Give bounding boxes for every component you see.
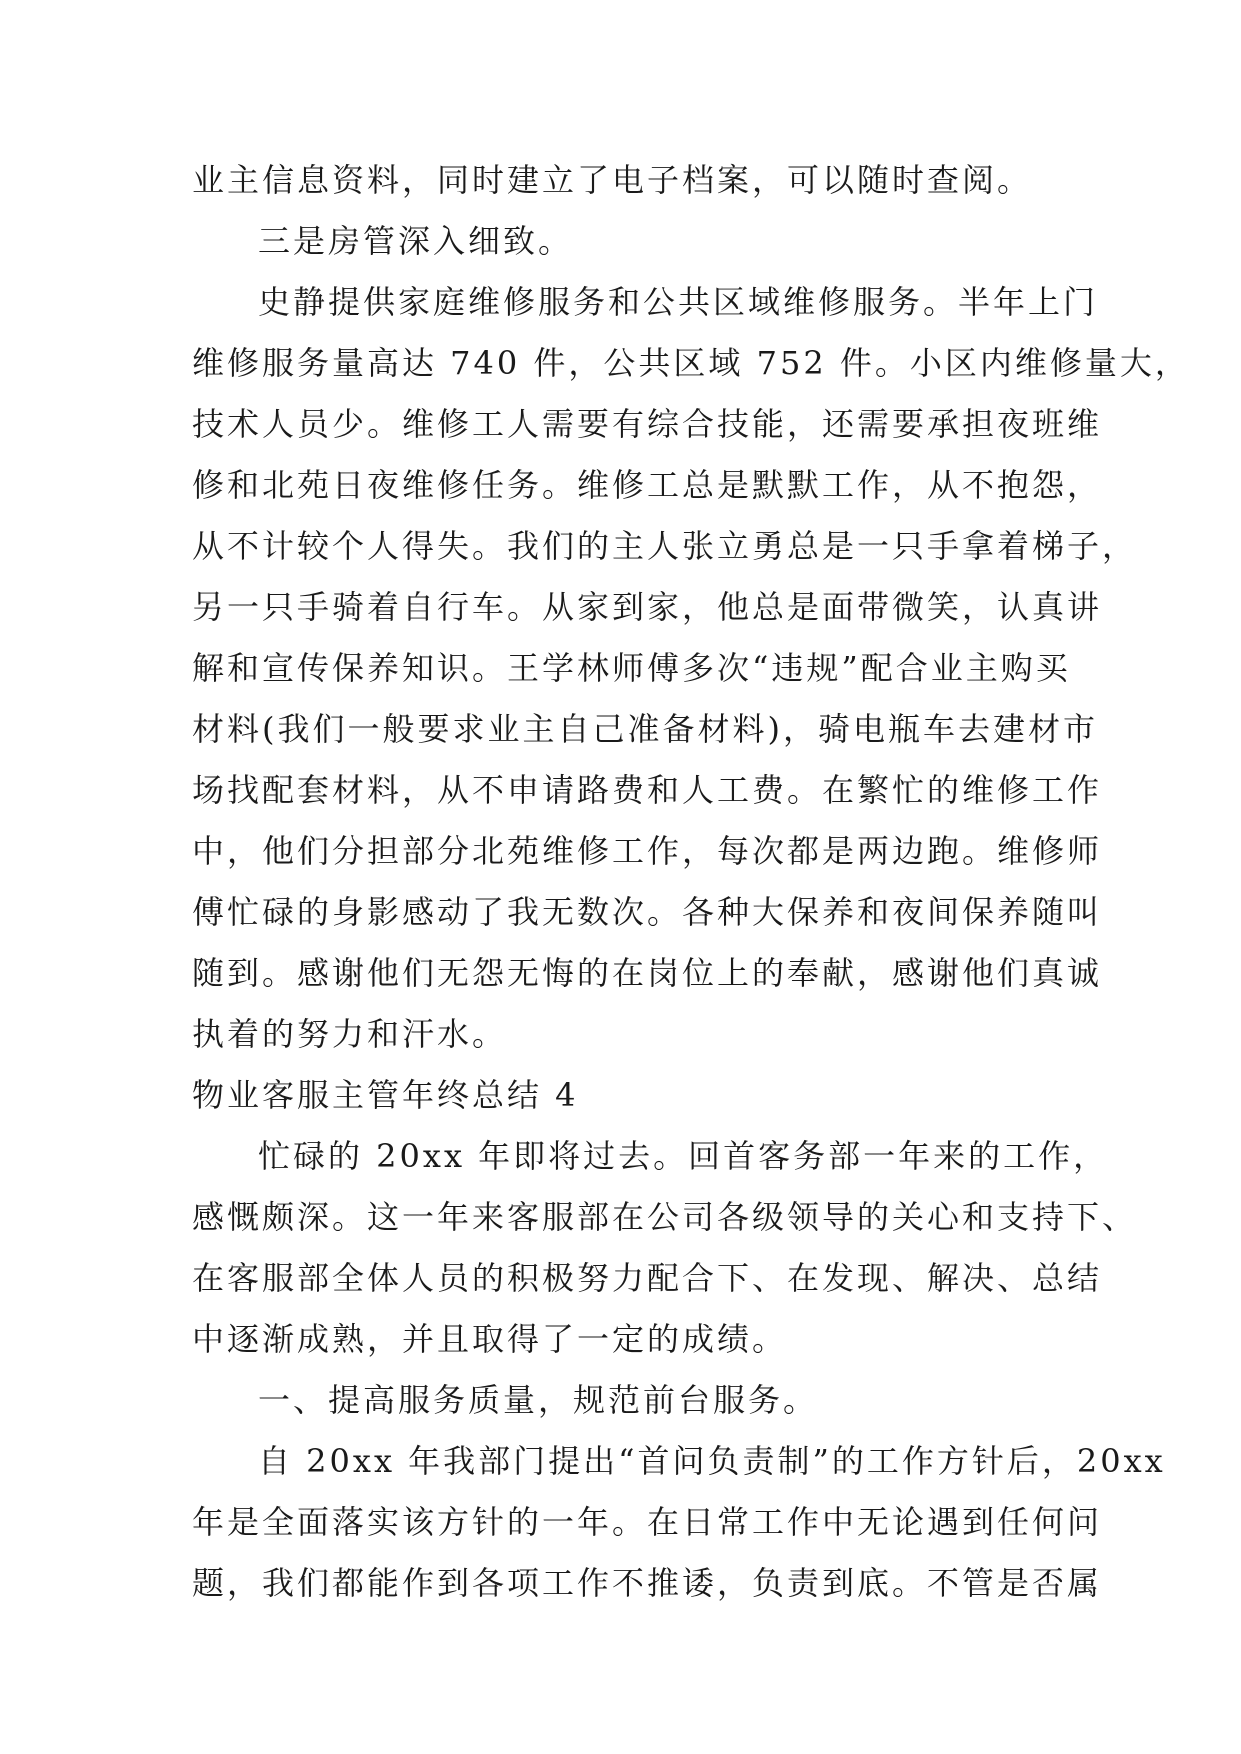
paragraph-line: 解和宣传保养知识。王学林师傅多次“违规”配合业主购买	[192, 649, 1071, 687]
paragraph-line: 另一只手骑着自行车。从家到家，他总是面带微笑，认真讲	[192, 588, 1103, 626]
paragraph-line: 执着的努力和汗水。	[192, 1015, 508, 1053]
document-title: 物业客服主管年终总结 4	[192, 1076, 579, 1114]
paragraph-line: 技术人员少。维修工人需要有综合技能，还需要承担夜班维	[192, 405, 1103, 443]
paragraph-line: 感慨颇深。这一年来客服部在公司各级领导的关心和支持下、	[192, 1198, 1138, 1236]
paragraph-line: 场找配套材料，从不申请路费和人工费。在繁忙的维修工作	[192, 771, 1103, 809]
section-heading-line: 三是房管深入细致。	[258, 222, 574, 260]
paragraph-line: 在客服部全体人员的积极努力配合下、在发现、解决、总结	[192, 1259, 1103, 1297]
paragraph-line: 年是全面落实该方针的一年。在日常工作中无论遇到任何问	[192, 1503, 1103, 1541]
paragraph-line: 自 20xx 年我部门提出“首问负责制”的工作方针后，20xx	[258, 1442, 1166, 1480]
paragraph-line: 材料(我们一般要求业主自己准备材料)，骑电瓶车去建材市	[192, 710, 1098, 748]
paragraph-line: 题，我们都能作到各项工作不推诿，负责到底。不管是否属	[192, 1564, 1103, 1602]
paragraph-line: 中，他们分担部分北苑维修工作，每次都是两边跑。维修师	[192, 832, 1103, 870]
paragraph-line: 维修服务量高达 740 件，公共区域 752 件。小区内维修量大，	[192, 344, 1190, 382]
document-page	[192, 150, 1190, 1614]
section-heading-line: 一、提高服务质量，规范前台服务。	[258, 1381, 819, 1419]
paragraph-line: 修和北苑日夜维修任务。维修工总是默默工作，从不抱怨，	[192, 466, 1103, 504]
paragraph-line: 史静提供家庭维修服务和公共区域维修服务。半年上门	[258, 283, 1099, 321]
paragraph-line: 随到。感谢他们无怨无悔的在岗位上的奉献，感谢他们真诚	[192, 954, 1103, 992]
paragraph-line: 中逐渐成熟，并且取得了一定的成绩。	[192, 1320, 788, 1358]
paragraph-line: 忙碌的 20xx 年即将过去。回首客务部一年来的工作，	[258, 1137, 1109, 1175]
paragraph-line: 傅忙碌的身影感动了我无数次。各种大保养和夜间保养随叫	[192, 893, 1103, 931]
paragraph-line: 业主信息资料，同时建立了电子档案，可以随时查阅。	[192, 161, 1033, 199]
paragraph-line: 从不计较个人得失。我们的主人张立勇总是一只手拿着梯子，	[192, 527, 1138, 565]
